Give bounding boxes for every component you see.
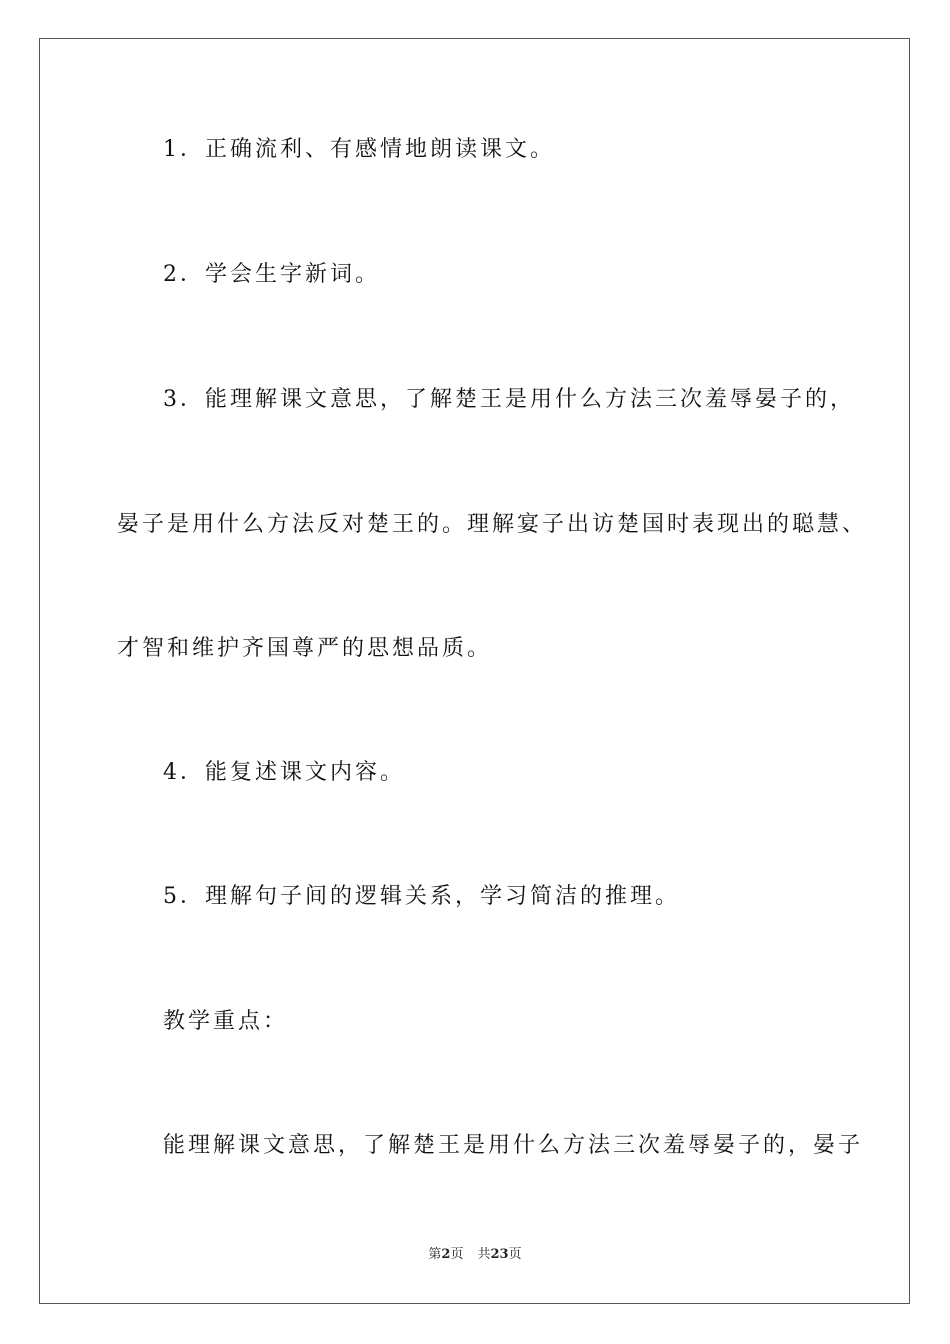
objective-3-line-3: 才智和维护齐国尊严的思想品质。 [117, 636, 493, 661]
objective-1: 1．正确流利、有感情地朗读课文。 [163, 137, 555, 162]
footer-page-total: 23 [490, 1247, 509, 1262]
teaching-focus-heading: 教学重点： [163, 1009, 289, 1034]
footer-total-suffix: 页 [508, 1247, 522, 1262]
footer-page-prefix: 第 [428, 1247, 442, 1262]
objective-4: 4．能复述课文内容。 [163, 760, 405, 785]
teaching-focus-text: 能理解课文意思，了解楚王是用什么方法三次羞辱晏子的，晏子 [163, 1133, 864, 1158]
objective-3-line-2: 晏子是用什么方法反对楚王的。理解宴子出访楚国时表现出的聪慧、 [117, 512, 868, 537]
footer-page-suffix: 页 [450, 1247, 464, 1262]
objective-2: 2．学会生字新词。 [163, 262, 380, 287]
objective-5: 5．理解句子间的逻辑关系，学习简洁的推理。 [163, 884, 680, 909]
objective-3-line-1: 3．能理解课文意思，了解楚王是用什么方法三次羞辱晏子的， [163, 387, 855, 412]
footer-total-prefix: 共 [477, 1247, 491, 1262]
footer-page-current: 2 [441, 1247, 451, 1262]
page-frame [39, 38, 910, 1304]
page-footer [0, 1246, 950, 1264]
